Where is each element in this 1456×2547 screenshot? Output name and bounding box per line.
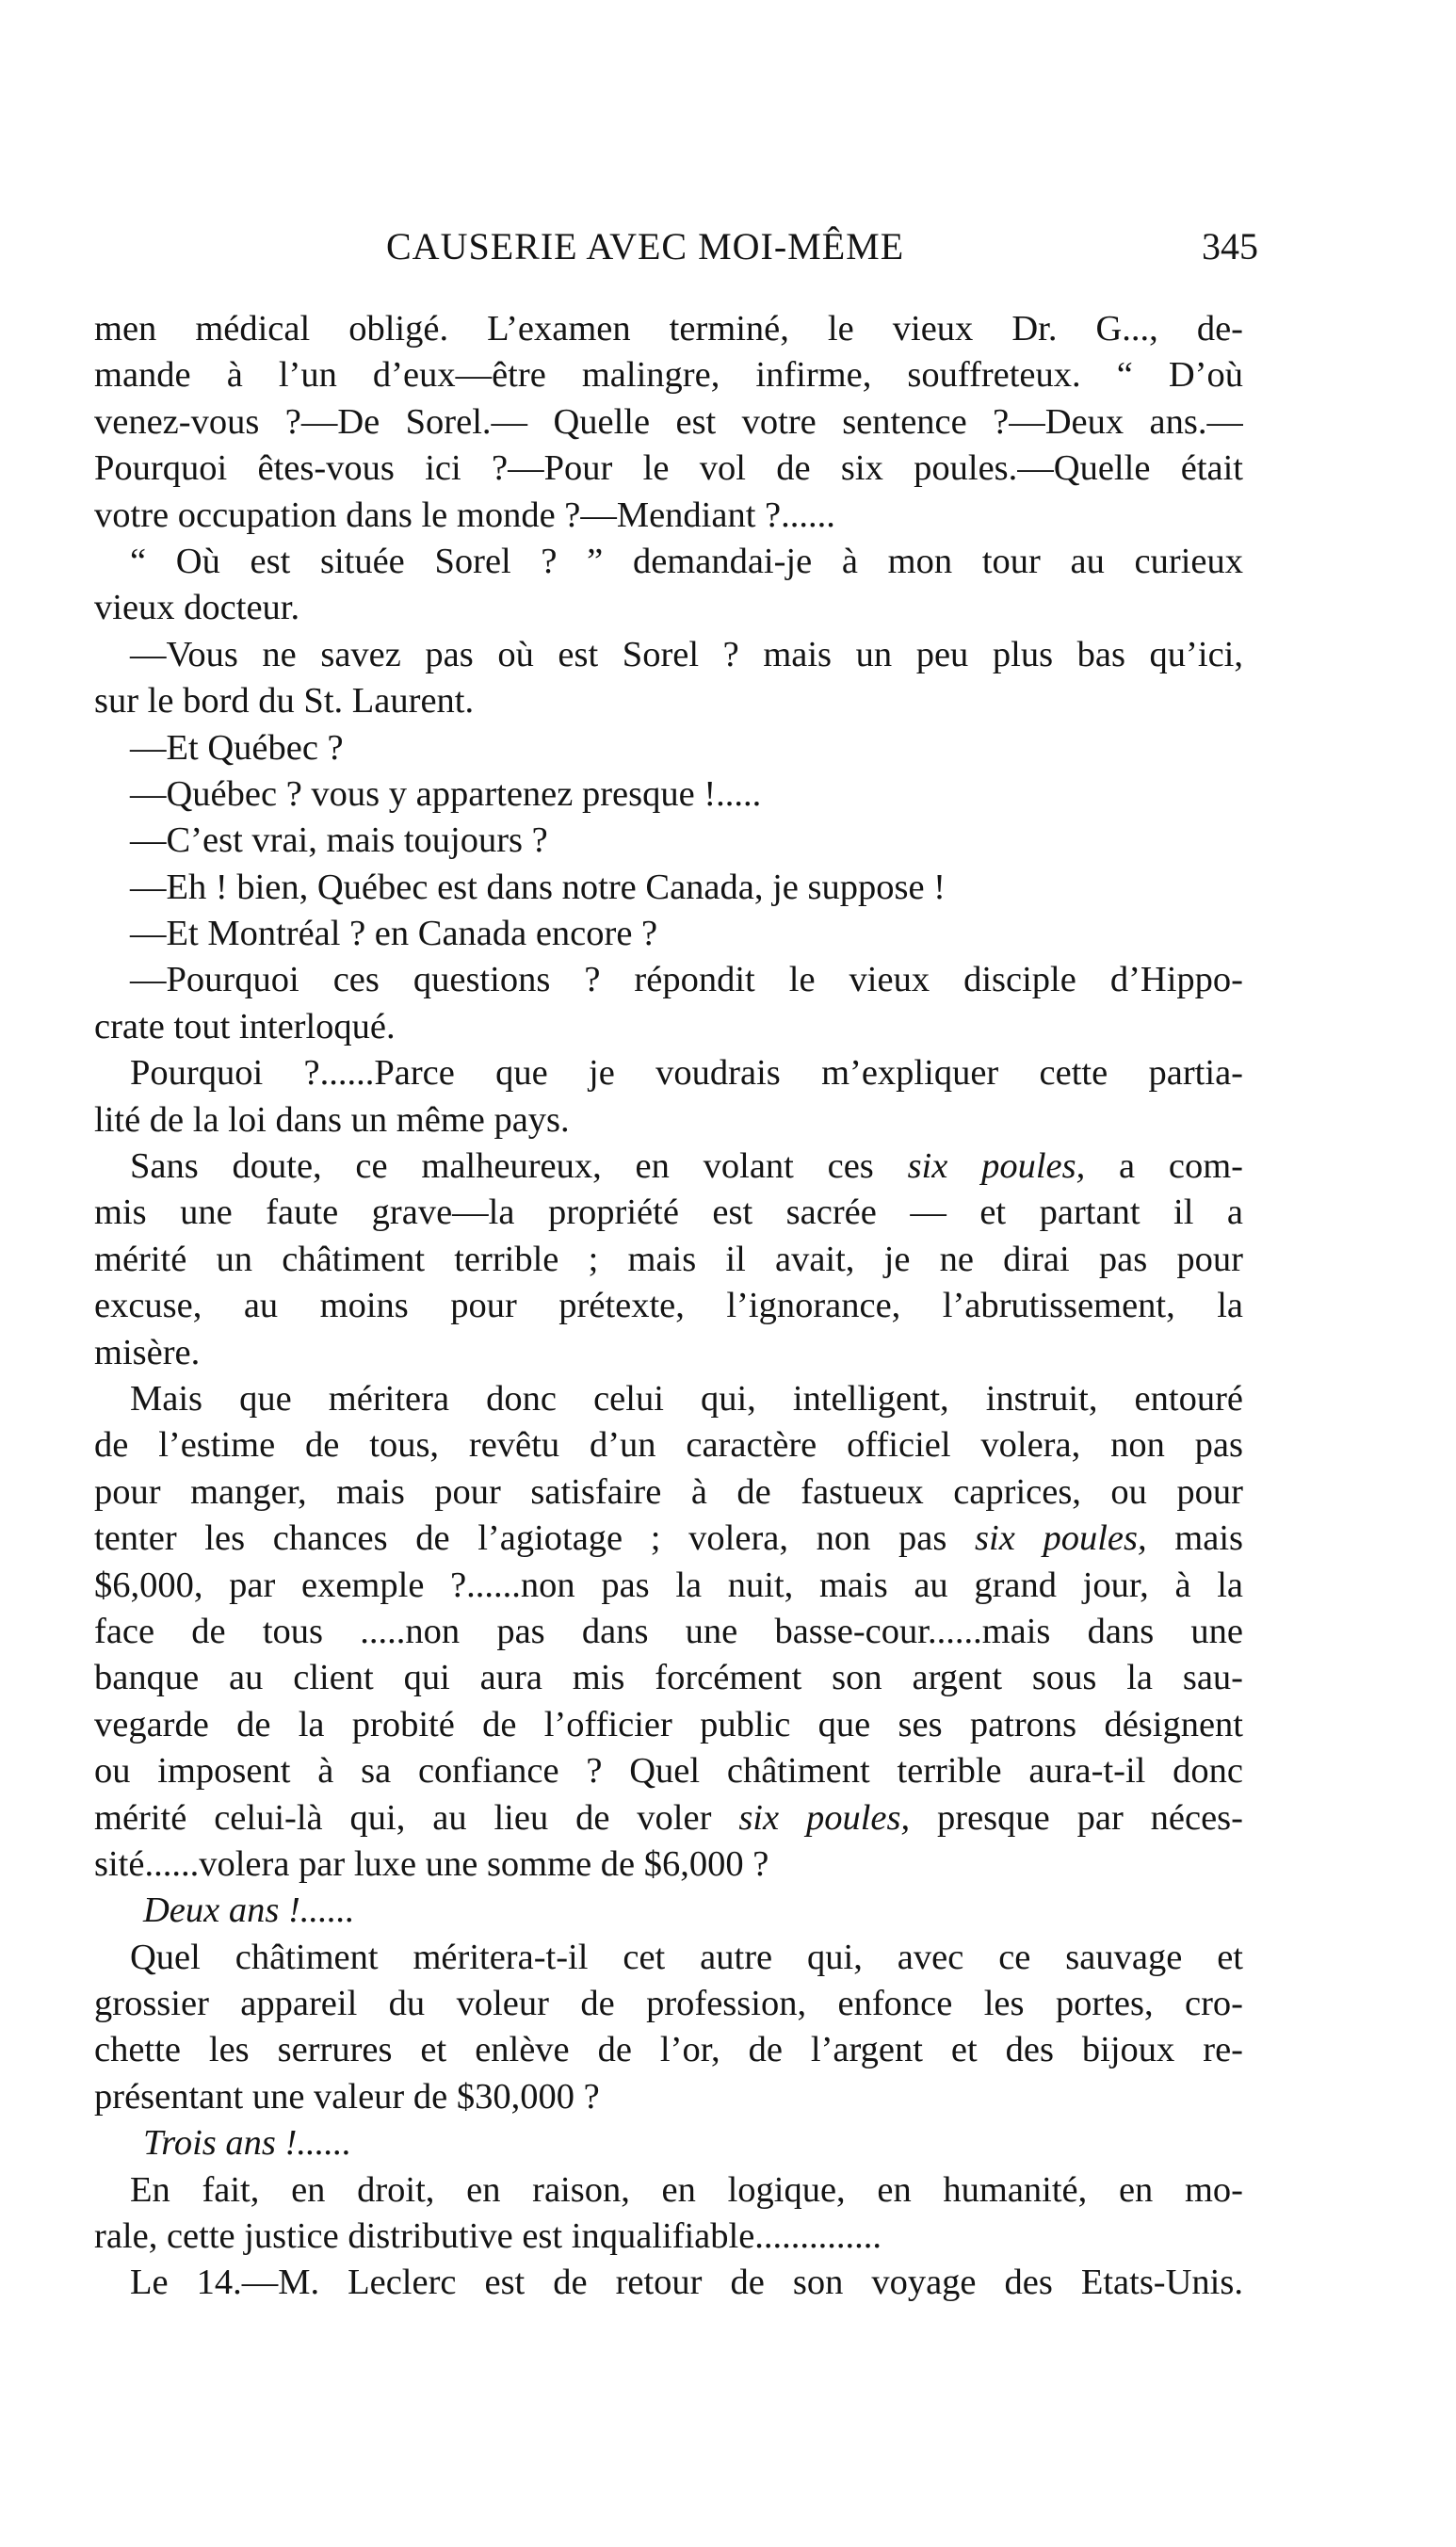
text-line: grossier appareil du voleur de profession, enfonce les portes, cro- xyxy=(94,1984,1243,2024)
text-line: misère. xyxy=(94,1332,201,1372)
text-line: mande à l’un d’eux—être malingre, infirme, souffreteux. “ D’où xyxy=(94,355,1243,396)
text-line: Mais que méritera donc celui qui, intelligent, instruit, entouré xyxy=(130,1378,1243,1419)
text-line: Quel châtiment méritera-t-il cet autre qui, avec ce sauvage et xyxy=(130,1937,1243,1977)
text-line: Le 14.—M. Leclerc est de retour de son voyage des Etats-Unis. xyxy=(130,2263,1243,2303)
body-text xyxy=(94,306,1243,2307)
italic-phrase: six poules, xyxy=(907,1146,1086,1187)
text-line: men médical obligé. L’examen terminé, le vieux Dr. G..., de- xyxy=(94,309,1243,349)
text-line: Trois ans !...... xyxy=(143,2123,352,2164)
text-line: votre occupation dans le monde ?—Mendiant ?...... xyxy=(94,495,835,535)
text-line: —Vous ne savez pas où est Sorel ? mais un peu plus bas qu’ici, xyxy=(130,634,1243,674)
text-line: sur le bord du St. Laurent. xyxy=(94,681,475,722)
text-line: En fait, en droit, en raison, en logique, en humanité, en mo- xyxy=(130,2169,1243,2210)
text-line: chette les serrures et enlève de l’or, de l’argent et des bijoux re- xyxy=(94,2030,1243,2070)
text-line: face de tous .....non pas dans une basse-cour......mais dans une xyxy=(94,1611,1243,1651)
text-segment: mais xyxy=(1146,1518,1243,1559)
text-line: lité de la loi dans un même pays. xyxy=(94,1099,570,1140)
text-segment: tenter les chances de l’agiotage ; volera, non pas xyxy=(94,1518,976,1559)
text-line: Pourquoi ?......Parce que je voudrais m’expliquer cette partia- xyxy=(130,1053,1243,1094)
italic-phrase: six poules, xyxy=(738,1797,911,1838)
text-line: présentant une valeur de $30,000 ? xyxy=(94,2076,600,2117)
running-title: CAUSERIE AVEC MOI-MÊME xyxy=(386,225,905,268)
text-line: excuse, au moins pour prétexte, l’ignorance, l’abrutissement, la xyxy=(94,1286,1243,1326)
text-segment: mérité celui-là qui, au lieu de voler xyxy=(94,1797,739,1838)
running-header xyxy=(94,224,1258,281)
page-number: 345 xyxy=(1202,225,1258,268)
text-segment: presque par néces- xyxy=(910,1797,1243,1838)
text-line: —C’est vrai, mais toujours ? xyxy=(130,820,548,861)
text-line: —Québec ? vous y appartenez presque !..... xyxy=(130,773,762,814)
text-line: $6,000, par exemple ?......non pas la nuit, mais au grand jour, à la xyxy=(94,1565,1243,1605)
text-line: mérité un châtiment terrible ; mais il avait, je ne dirai pas pour xyxy=(94,1239,1243,1279)
text-line: banque au client qui aura mis forcément son argent sous la sau- xyxy=(94,1658,1243,1698)
italic-phrase: six poules, xyxy=(975,1518,1147,1559)
text-line: Pourquoi êtes-vous ici ?—Pour le vol de six poules.—Quelle était xyxy=(94,448,1243,489)
text-line: Deux ans !...... xyxy=(143,1890,355,1931)
text-line: “ Où est située Sorel ? ” demandai-je à mon tour au curieux xyxy=(130,541,1243,581)
text-line: —Eh ! bien, Québec est dans notre Canada, je suppose ! xyxy=(130,867,946,907)
text-line: de l’estime de tous, revêtu d’un caractère officiel volera, non pas xyxy=(94,1425,1243,1466)
text-line: —Et Montréal ? en Canada encore ? xyxy=(130,914,658,954)
text-line: vieux docteur. xyxy=(94,588,300,628)
text-line: sité......volera par luxe une somme de $6,000 ? xyxy=(94,1843,769,1884)
text-line: mis une faute grave—la propriété est sacrée — et partant il a xyxy=(94,1192,1243,1233)
text-line: vegarde de la probité de l’officier public que ses patrons désignent xyxy=(94,1704,1243,1744)
text-line: —Et Québec ? xyxy=(130,727,344,768)
text-line: —Pourquoi ces questions ? répondit le vieux disciple d’Hippo- xyxy=(130,960,1243,1000)
text-line: crate tout interloqué. xyxy=(94,1006,396,1046)
text-segment: Sans doute, ce malheureux, en volant ces xyxy=(130,1146,908,1187)
text-line xyxy=(94,1144,1243,1190)
text-line xyxy=(94,1795,1243,1841)
text-line: pour manger, mais pour satisfaire à de fastueux caprices, ou pour xyxy=(94,1471,1243,1512)
text-line xyxy=(94,1516,1243,1562)
text-segment: a com- xyxy=(1085,1146,1243,1187)
text-line: venez-vous ?—De Sorel.— Quelle est votre sentence ?—Deux ans.— xyxy=(94,401,1243,442)
text-line: rale, cette justice distributive est inqualifiable.............. xyxy=(94,2216,882,2257)
text-line: ou imposent à sa confiance ? Quel châtiment terrible aura-t-il donc xyxy=(94,1751,1243,1792)
